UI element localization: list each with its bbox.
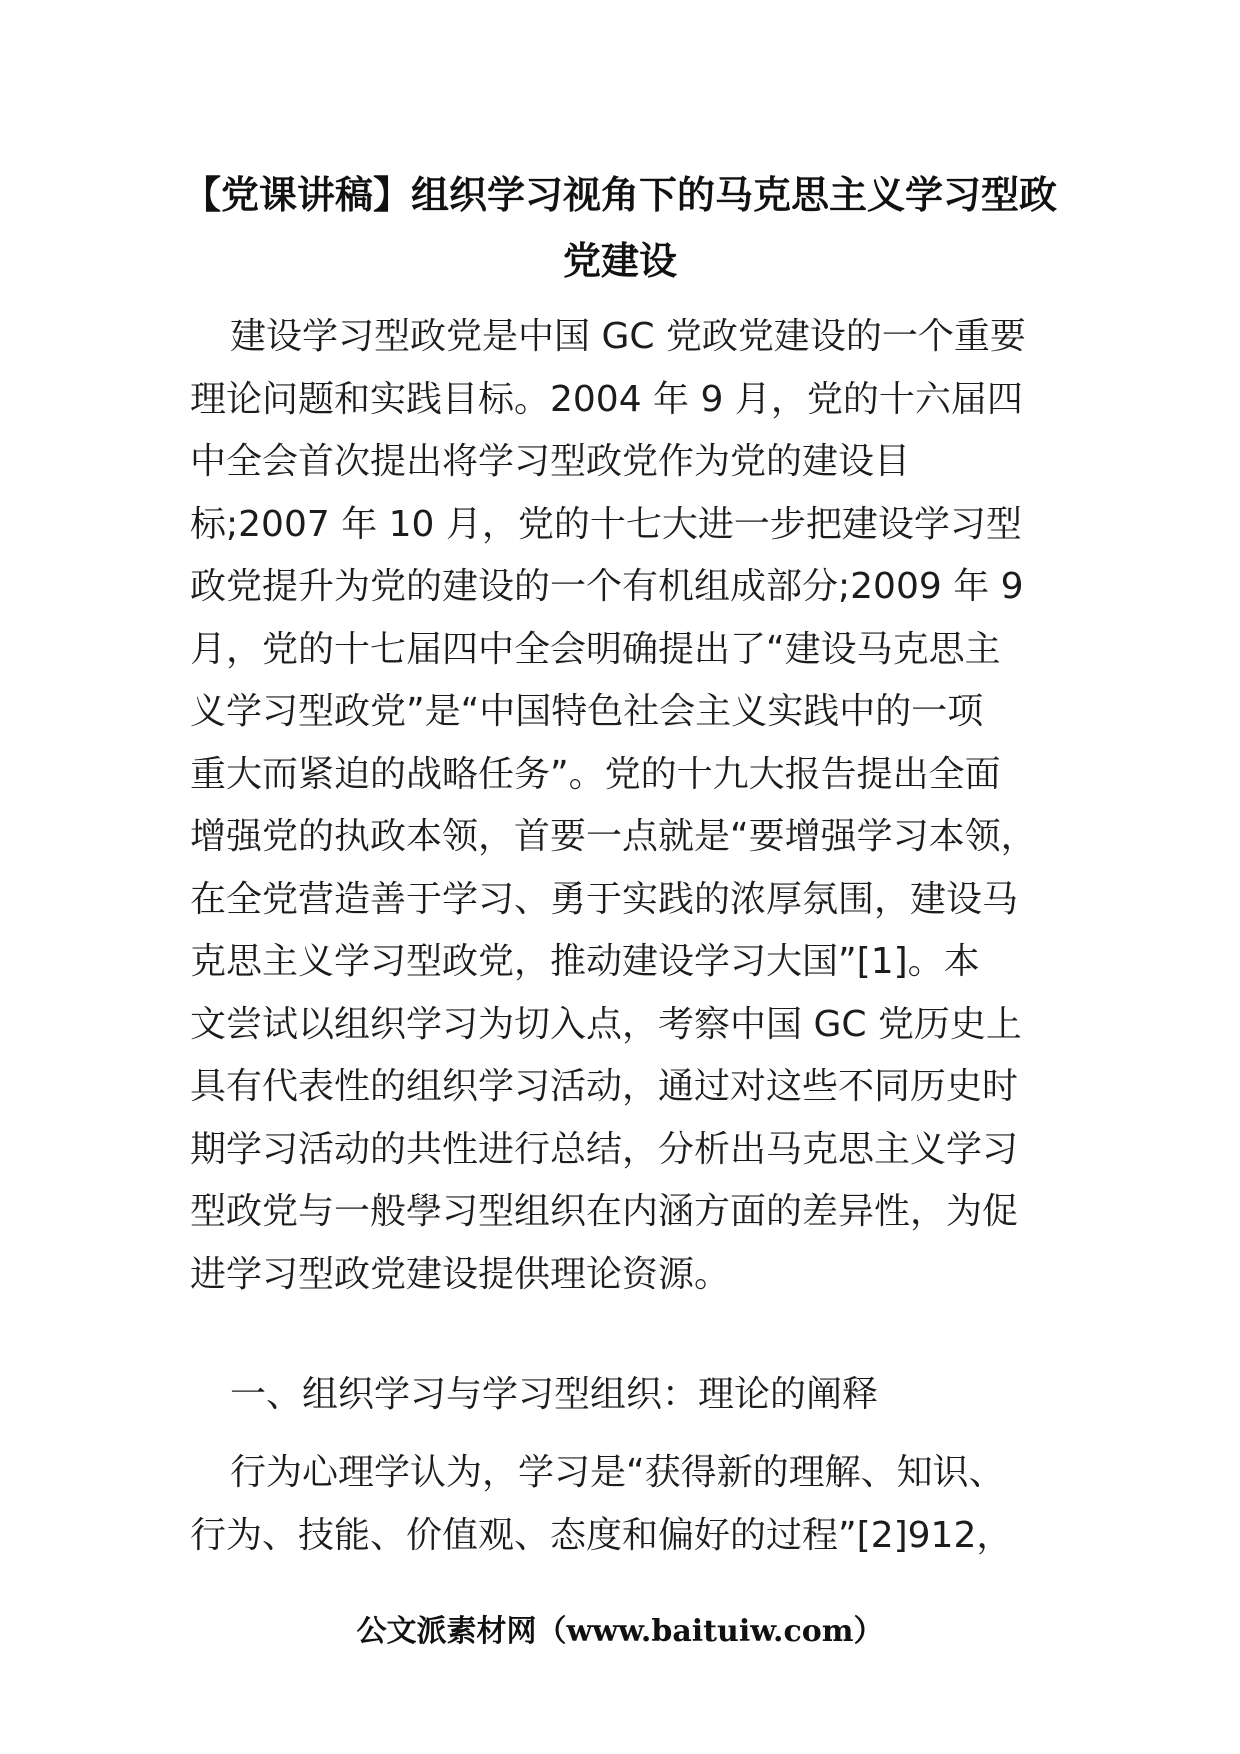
section-heading: 一、组织学习与学习型组织：理论的阐释 xyxy=(230,1374,879,1415)
paragraph-line: 建设学习型政党是中国 GC 党政党建设的一个重要 xyxy=(230,316,1026,357)
paragraph-line: 在全党营造善于学习、勇于实践的浓厚氛围，建设马 xyxy=(190,878,1019,920)
title-line: 党建设 xyxy=(562,239,677,283)
footer-source: 公文派素材网（www.baituiw.com） xyxy=(356,1614,884,1649)
paragraph-line: 理论问题和实践目标。2004 年 9 月，党的十六届四 xyxy=(190,378,1023,420)
paragraph-line: 增强党的执政本领，首要一点就是“要增强学习本领， xyxy=(190,816,1037,857)
paragraph-1 xyxy=(190,306,1090,1306)
paragraph-line: 行为、技能、价值观、态度和偏好的过程”[2]912， xyxy=(190,1514,1013,1556)
paragraph-line: 进学习型政党建设提供理论资源。 xyxy=(190,1253,731,1295)
title-line: 【党课讲稿】组织学习视角下的马克思主义学习型政 xyxy=(182,173,1057,217)
paragraph-line: 行为心理学认为，学习是“获得新的理解、知识、 xyxy=(230,1452,1005,1493)
paragraph-line: 政党提升为党的建设的一个有机组成部分;2009 年 9 xyxy=(190,566,1024,607)
paragraph-line: 义学习型政党”是“中国特色社会主义实践中的一项 xyxy=(190,691,984,732)
paragraph-line: 重大而紧迫的战略任务”。党的十九大报告提出全面 xyxy=(190,753,1001,795)
paragraph-line: 型政党与一般學习型组织在内涵方面的差异性，为促 xyxy=(190,1191,1019,1232)
paragraph-line: 标;2007 年 10 月，党的十七大进一步把建设学习型 xyxy=(190,503,1022,545)
paragraph-line: 具有代表性的组织学习活动，通过对这些不同历史时 xyxy=(190,1066,1019,1107)
document-title xyxy=(180,162,1060,294)
paragraph-line: 月，党的十七届四中全会明确提出了“建设马克思主 xyxy=(190,628,1001,670)
paragraph-2 xyxy=(190,1442,1090,1567)
paragraph-line: 期学习活动的共性进行总结，分析出马克思主义学习 xyxy=(190,1128,1019,1170)
paragraph-line: 中全会首次提出将学习型政党作为党的建设目 xyxy=(190,441,911,482)
paragraph-line: 克思主义学习型政党，推动建设学习大国”[1]。本 xyxy=(190,941,980,982)
paragraph-line: 文尝试以组织学习为切入点，考察中国 GC 党历史上 xyxy=(190,1003,1022,1045)
